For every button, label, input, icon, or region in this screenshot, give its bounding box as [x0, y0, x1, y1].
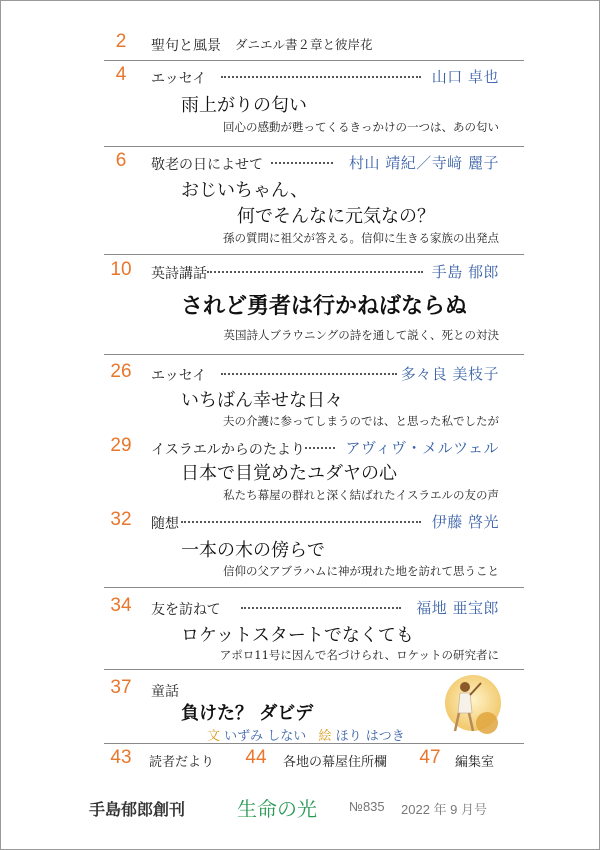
- entry-author: 手島 郁郎: [431, 263, 499, 281]
- page-number: 43: [110, 747, 132, 768]
- entry-title-line1: おじいちゃん、: [181, 180, 309, 201]
- divider: [104, 254, 524, 255]
- entry-category: 童話: [151, 684, 179, 700]
- entry-author: 福地 亜宝郎: [416, 599, 499, 617]
- story-credits: [207, 725, 405, 744]
- divider: [104, 743, 524, 744]
- founder-credit: 手島郁郎創刊: [89, 800, 186, 819]
- entry-title: 日本で目覚めたユダヤの心: [181, 463, 397, 484]
- page-number: 44: [245, 747, 267, 768]
- bottom-link-label: 各地の幕屋住所欄: [283, 755, 388, 770]
- entry-title: いちばん幸せな日々: [181, 390, 343, 411]
- page-number: 29: [110, 435, 132, 456]
- entry-title: 雨上がりの匂い: [181, 95, 307, 116]
- divider: [104, 669, 524, 670]
- dot-leader: [241, 607, 401, 609]
- page-number: 6: [115, 150, 127, 171]
- magazine-title: 生命の光: [237, 797, 317, 821]
- page-number: 26: [110, 361, 132, 382]
- bottom-link-label: 読者だより: [149, 755, 215, 770]
- entry-category: 敬老の日によせて: [151, 157, 263, 173]
- head-shape: [460, 682, 470, 692]
- entry-description: 私たち幕屋の群れと深く結ばれたイスラエルの友の声: [223, 488, 499, 502]
- issue-number: №835: [349, 799, 385, 814]
- dot-leader: [271, 162, 333, 164]
- entry-category: エッセイ: [151, 368, 207, 384]
- credit-label-art: 絵: [318, 729, 332, 744]
- credit-label-text: 文: [207, 729, 221, 744]
- entry-title: ロケットスタートでなくても: [181, 625, 414, 646]
- entry-description: 夫の介護に参ってしまうのでは、と思った私でしたが: [223, 414, 499, 428]
- entry-author: 山口 卓也: [431, 68, 499, 86]
- entry-category: 随想: [151, 516, 179, 532]
- entry-title: 負けた？ ダビデ: [181, 703, 314, 724]
- dot-leader: [221, 373, 397, 375]
- divider: [104, 60, 524, 61]
- entry-author: 村山 靖紀／寺﨑 麗子: [348, 154, 499, 172]
- entry-author: 伊藤 啓光: [431, 513, 499, 531]
- entry-description: 回心の感動が甦ってくるきっかけの一つは、あの匂い: [223, 120, 499, 134]
- entry-description: アポロ11号に因んで名づけられ、ロケットの研究者に: [219, 648, 499, 662]
- entry-title-line2: 何でそんなに元気なの？: [237, 206, 435, 227]
- page-number: 4: [115, 64, 127, 85]
- page-number: 34: [110, 595, 132, 616]
- david-illustration: [437, 673, 503, 739]
- divider: [104, 354, 524, 355]
- entry-category: エッセイ: [151, 71, 207, 87]
- bottom-link-label: 編集室: [455, 755, 495, 770]
- divider: [104, 146, 524, 147]
- page-number: 2: [115, 31, 127, 52]
- entry-author: アヴィヴ・メルツェル: [345, 439, 499, 457]
- entry-author: 多々良 美枝子: [400, 365, 499, 383]
- dot-leader: [305, 447, 335, 449]
- credit-name-text: いずみ しない: [224, 729, 307, 744]
- entry-category: 英詩講話: [151, 266, 207, 282]
- page-number: 47: [419, 747, 441, 768]
- header-title: 聖句と風景: [151, 38, 221, 54]
- dot-leader: [221, 76, 421, 78]
- entry-title: されど勇者は行かねばならぬ: [181, 294, 468, 319]
- divider: [104, 587, 524, 588]
- page-number: 32: [110, 509, 132, 530]
- sun-disc-shape: [476, 712, 498, 734]
- entry-category: イスラエルからのたより: [151, 442, 305, 458]
- robe-shape: [458, 693, 472, 713]
- dot-leader: [181, 521, 421, 523]
- credit-name-art: ほり はつき: [335, 729, 405, 744]
- entry-category: 友を訪ねて: [151, 602, 221, 618]
- entry-description: 英国詩人ブラウニングの詩を通して説く、死との対決: [223, 328, 499, 342]
- dot-leader: [207, 271, 423, 273]
- entry-title: 一本の木の傍らで: [181, 540, 325, 561]
- page-number: 37: [110, 677, 132, 698]
- page-number: 10: [110, 259, 132, 280]
- header-subtitle: ダニエル書２章と彼岸花: [235, 37, 373, 52]
- entry-description: 孫の質問に祖父が答える。信仰に生きる家族の出発点: [223, 231, 499, 245]
- issue-date: 2022 年 9 月号: [401, 802, 487, 817]
- entry-description: 信仰の父アブラハムに神が現れた地を訪れて思うこと: [223, 564, 499, 578]
